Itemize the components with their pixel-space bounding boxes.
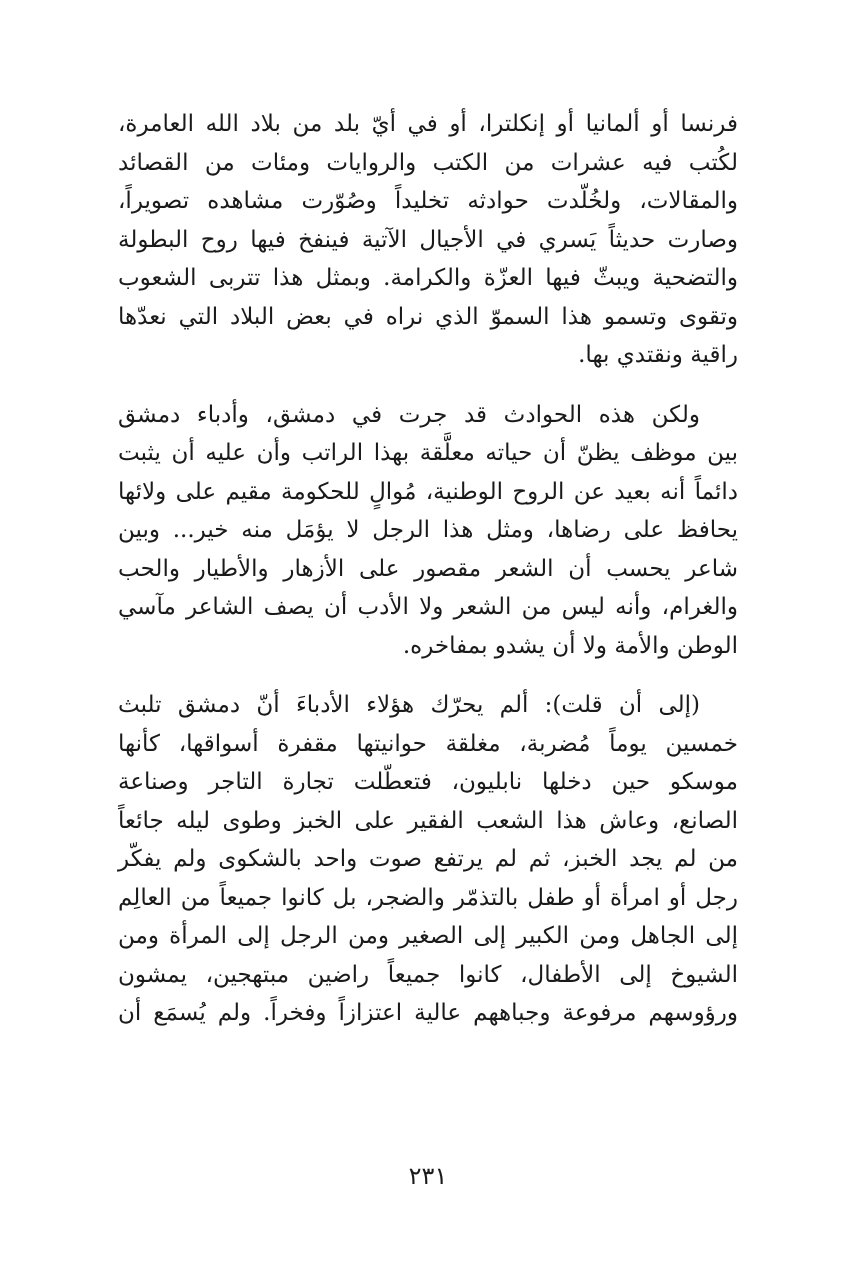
page-number: ٢٣١ <box>408 1162 448 1190</box>
text-line: ورؤوسهم مرفوعة وجباههم عالية اعتزازاً وفخراً. ولم يُسمَع أن <box>118 1000 738 1026</box>
text-line: وصارت حديثاً يَسري في الأجيال الآتية فينفخ فيها روح البطولة <box>118 226 738 253</box>
text-line: شاعر يحسب أن الشعر مقصور على الأزهار والأطيار والحب <box>118 555 738 582</box>
text-line: والمقالات، ولخُلّدت حوادثه تخليداً وصُوّرت مشاهده تصويراً، <box>118 188 738 214</box>
text-line: راقية ونقتدي بها. <box>578 342 738 368</box>
text-line: الشيوخ إلى الأطفال، كانوا جميعاً راضين مبتهجين، يمشون <box>118 961 738 988</box>
text-line: بين موظف يظنّ أن حياته معلَّقة بهذا الراتب وأن عليه أن يثبت <box>118 440 738 466</box>
text-line: الصانع، وعاش هذا الشعب الفقير على الخبز وطوى ليله جائعاً <box>118 807 738 834</box>
text-line: دائماً أنه بعيد عن الروح الوطنية، مُوالٍ للحكومة مقيم على ولائها <box>118 478 738 505</box>
text-line: والتضحية ويبثّ فيها العزّة والكرامة. وبمثل هذا تتربى الشعوب <box>118 265 738 291</box>
text-line: ولكن هذه الحوادث قد جرت في دمشق، وأدباء دمشق <box>118 401 700 428</box>
page-body <box>118 105 738 1165</box>
paragraph-gap <box>118 375 738 396</box>
paragraph-gap <box>118 665 738 686</box>
text-line: يحافظ على رضاها، ومثل هذا الرجل لا يؤمَل منه خير... وبين <box>118 517 738 543</box>
paragraph-1 <box>118 105 738 375</box>
paragraph-2 <box>118 396 738 666</box>
text-line: من لم يجد الخبز، ثم لم يرتفع صوت واحد بالشكوى ولم يفكّر <box>118 846 738 872</box>
text-line: خمسين يوماً مُضربة، مغلقة حوانيتها مقفرة أسواقها، كأنها <box>118 730 738 757</box>
text-line: إلى الجاهل ومن الكبير إلى الصغير ومن الرجل إلى المرأة ومن <box>118 923 738 949</box>
text-line: فرنسا أو ألمانيا أو إنكلترا، أو في أيّ بلد من بلاد الله العامرة، <box>118 111 738 137</box>
paragraph-3 <box>118 686 738 1033</box>
text-line: والغرام، وأنه ليس من الشعر ولا الأدب أن يصف الشاعر مآسي <box>118 594 738 620</box>
text-line: رجل أو امرأة أو طفل بالتذمّر والضجر، بل كانوا جميعاً من العالِم <box>118 884 738 911</box>
text-line: موسكو حين دخلها نابليون، فتعطّلت تجارة التاجر وصناعة <box>118 769 738 795</box>
text-line: لكُتب فيه عشرات من الكتب والروايات ومئات من القصائد <box>118 149 738 176</box>
text-line: الوطن والأمة ولا أن يشدو بمفاخره. <box>402 632 738 659</box>
text-line: (إلى أن قلت): ألم يحرّك هؤلاء الأدباءَ أنّ دمشق تلبث <box>118 692 700 718</box>
text-line: وتقوى وتسمو هذا السموّ الذي نراه في بعض البلاد التي نعدّها <box>118 303 738 330</box>
